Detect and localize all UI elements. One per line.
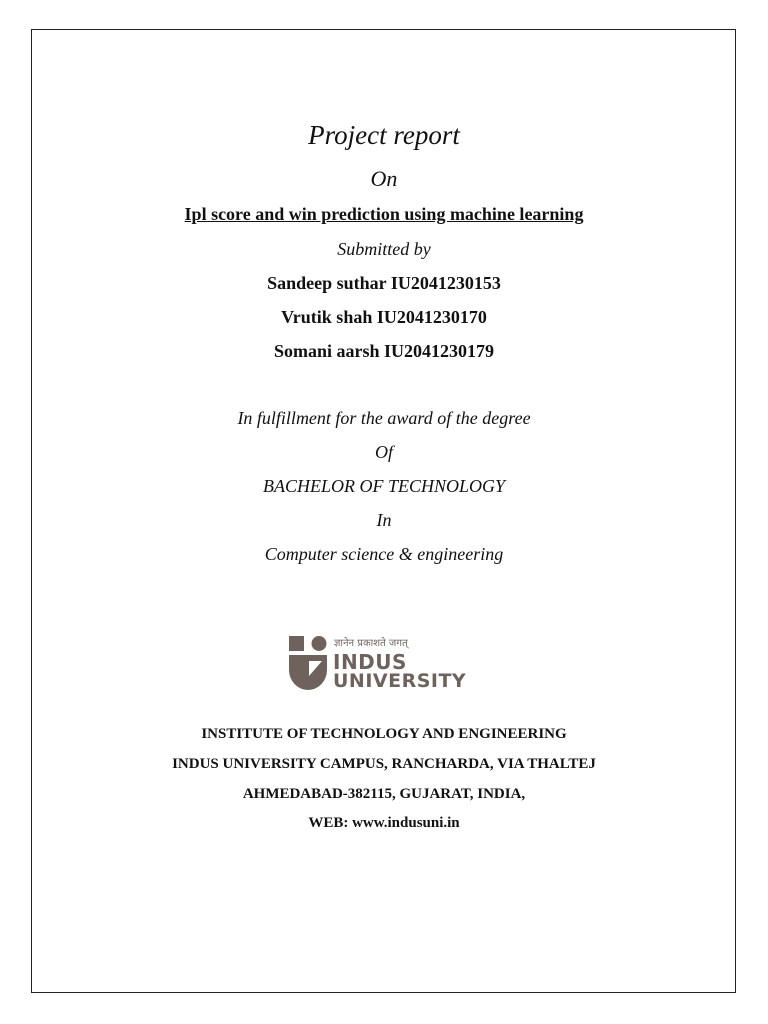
degree-line-1: In fulfillment for the award of the degree [237,408,531,428]
degree-line-2: Of [375,442,393,462]
degree-discipline: Computer science & engineering [264,544,504,564]
institute-address: AHMEDABAD-382115, GUJARAT, INDIA, [242,786,526,802]
on-label: On [370,166,398,191]
author-3: Somani aarsh IU2041230179 [273,341,495,361]
logo-word-indus: INDUS [333,650,407,674]
submitted-by-label: Submitted by [337,239,431,259]
degree-line-4: In [376,510,392,530]
institute-campus: INDUS UNIVERSITY CAMPUS, RANCHARDA, VIA THALTEJ [172,756,596,772]
author-2: Vrutik shah IU2041230170 [281,307,487,327]
institute-web: WEB: www.indusuni.in [308,815,460,831]
logo-tagline: ज्ञानेन प्रकाशते जगत् [334,638,408,649]
project-title: Ipl score and win prediction using machine learning [184,204,584,224]
indus-university-logo [289,634,494,694]
author-1: Sandeep suthar IU2041230153 [267,273,501,293]
institute-name: INSTITUTE OF TECHNOLOGY AND ENGINEERING [201,726,567,742]
indus-logo-mark-icon [289,634,327,692]
report-title: Project report [308,120,460,150]
logo-word-university: UNIVERSITY [333,670,467,692]
degree-name: BACHELOR OF TECHNOLOGY [262,476,506,496]
